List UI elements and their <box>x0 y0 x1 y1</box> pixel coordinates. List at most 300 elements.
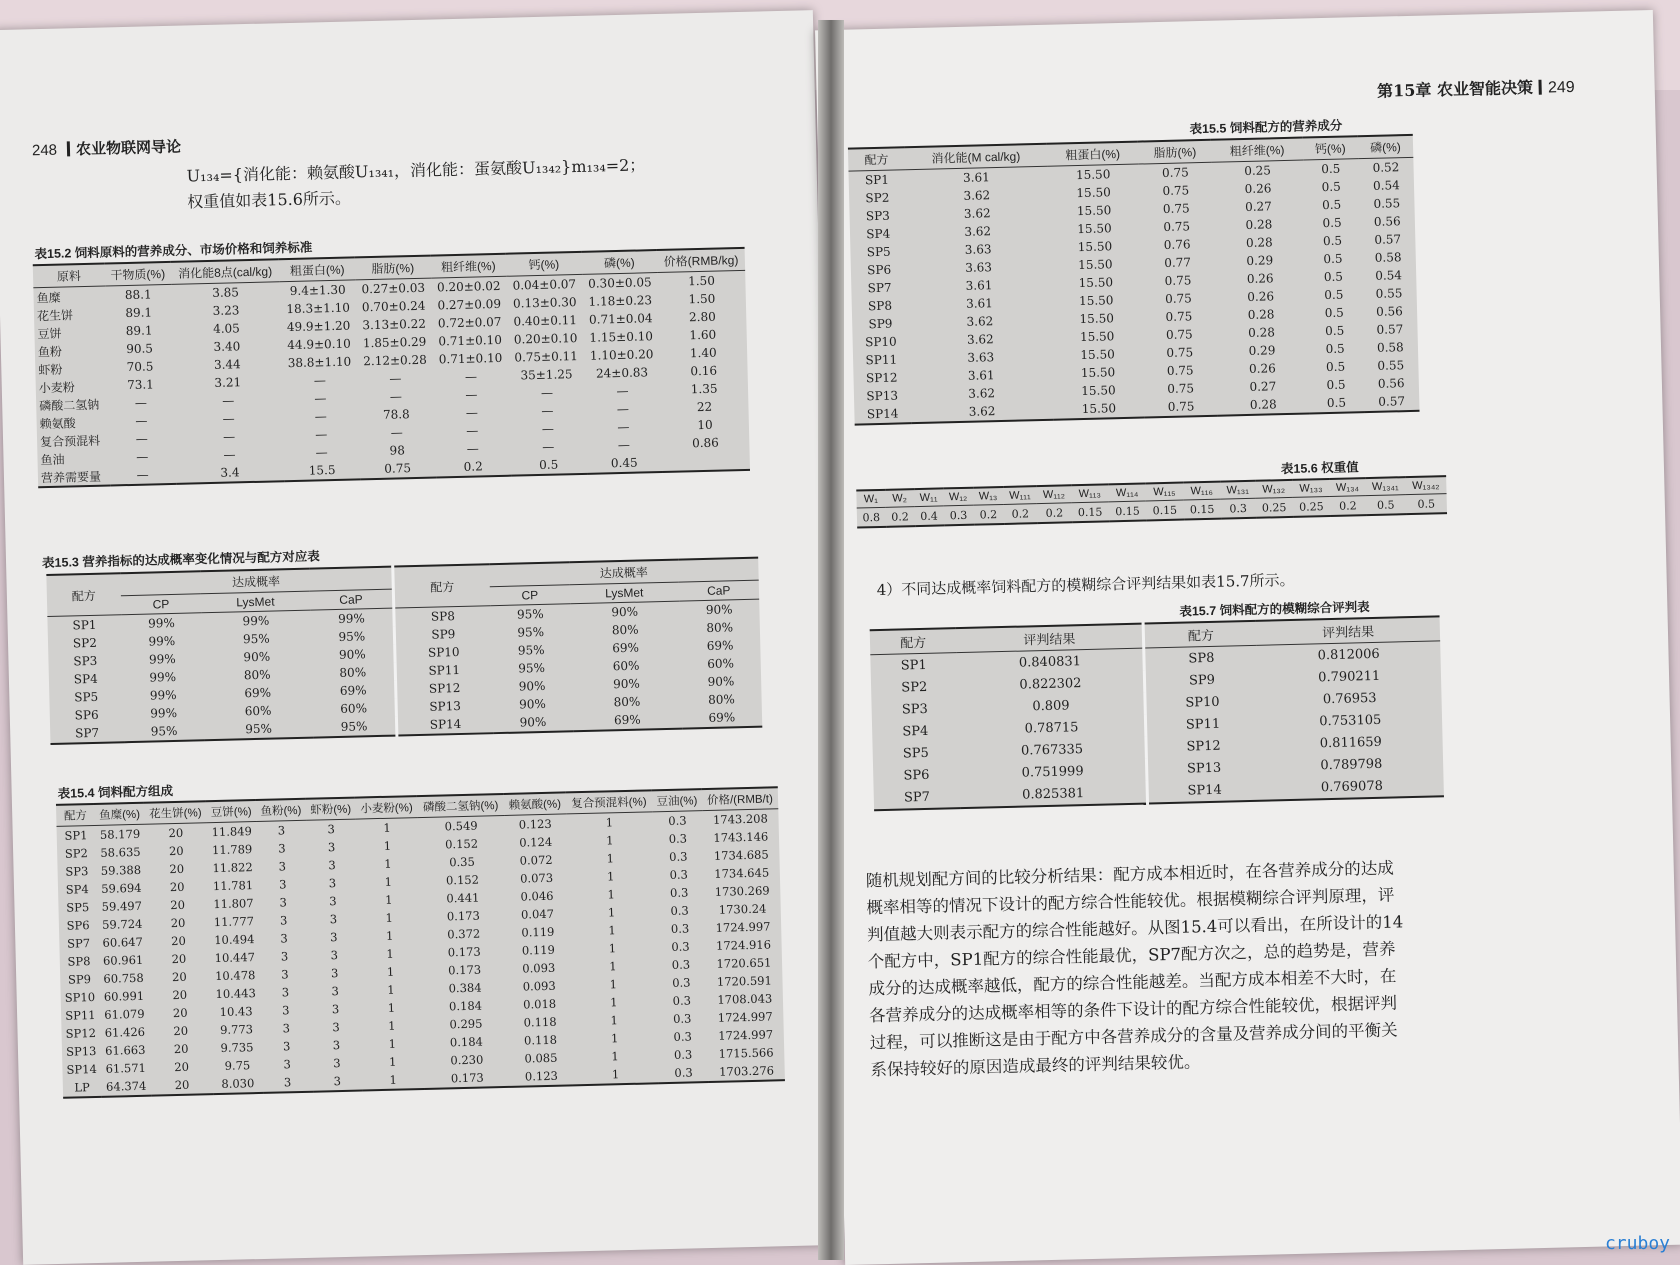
table-cell: 1.18±0.23 <box>588 293 653 309</box>
table-cell: 3.62 <box>964 224 992 239</box>
table-cell: 3.61 <box>962 170 990 185</box>
column-header: W₁₁₁ <box>1003 486 1037 504</box>
table-cell: 3 <box>329 930 338 945</box>
table-15-7-caption: 表15.7 饲料配方的模糊综合评判表 <box>1179 600 1370 619</box>
column-header: 配方 <box>1144 621 1257 648</box>
table-cell: 0.26 <box>1248 361 1276 376</box>
table-cell: 0.118 <box>523 1014 557 1030</box>
table-15-3 <box>46 557 762 745</box>
table-cell: 1734.645 <box>714 865 770 881</box>
table-cell: 0.5 <box>1321 179 1341 195</box>
table-cell: 15.50 <box>1078 275 1114 291</box>
table-cell: 3.63 <box>965 260 993 275</box>
table-cell: 0.3 <box>673 1047 693 1062</box>
table-cell: 0.75±0.11 <box>514 349 579 365</box>
table-cell: 0.5 <box>1326 377 1346 393</box>
table-cell: 0.28 <box>1245 235 1273 250</box>
table-cell: — <box>389 371 402 386</box>
table-cell: 1 <box>388 1036 397 1051</box>
table-cell: — <box>466 423 479 438</box>
table-cell: 0.35 <box>449 854 475 870</box>
table-cell: 3.85 <box>212 285 240 300</box>
column-header: 评判结果 <box>1256 616 1440 645</box>
column-header: 评判结果 <box>956 624 1144 653</box>
column-header: 消化能8点(cal/kg) <box>170 259 279 284</box>
table-cell: SP5 <box>866 244 891 260</box>
table-cell: 15.50 <box>1078 257 1113 273</box>
table-cell: 89.1 <box>125 323 153 339</box>
table-cell: 2.80 <box>688 309 716 325</box>
table-cell: 61.571 <box>105 1060 147 1076</box>
table-cell: — <box>315 427 328 442</box>
table-cell: 15.50 <box>1076 185 1111 201</box>
table-cell: 99% <box>150 705 178 721</box>
table-cell: 1 <box>383 838 392 853</box>
table-cell: 15.50 <box>1077 239 1113 255</box>
table-cell: 89.1 <box>125 305 153 321</box>
table-cell: 0.3 <box>672 1011 692 1026</box>
right-page-number: 249 <box>1547 78 1575 97</box>
column-header: 钙(%) <box>506 252 582 276</box>
table-cell: 0.29 <box>1246 253 1274 268</box>
table-cell: SP8 <box>1188 650 1215 666</box>
table-cell: 15.50 <box>1081 383 1116 399</box>
column-header: CaP <box>310 589 394 610</box>
table-cell: SP2 <box>901 679 928 696</box>
column-header: 价格/(RMB/t) <box>702 787 779 810</box>
table-cell: 60.647 <box>102 934 143 950</box>
table-cell: 90% <box>518 696 547 712</box>
table-cell: 69% <box>573 710 682 732</box>
table-cell: 69% <box>244 685 272 701</box>
table-cell: 1 <box>607 887 615 902</box>
table-cell: 3 <box>281 985 290 1000</box>
column-header: 磷(%) <box>1358 135 1414 159</box>
table-cell: — <box>541 403 554 418</box>
table-cell: 1.10±0.20 <box>589 347 654 363</box>
table-cell: 0.809 <box>958 693 1146 720</box>
table-cell: SP11 <box>65 1007 96 1023</box>
table-cell: 0.56 <box>1377 376 1405 391</box>
table-15-6-caption: 表15.6 权重值 <box>1280 460 1359 477</box>
table-cell: SP5 <box>902 745 930 761</box>
table-cell: 0.840831 <box>957 648 1145 675</box>
table-cell: 0.75 <box>1165 327 1193 342</box>
table-cell: 0.751999 <box>959 759 1147 786</box>
table-cell: 3 <box>328 876 337 891</box>
table-cell: 0.295 <box>449 1016 483 1032</box>
table-cell: 1 <box>610 1013 619 1028</box>
table-cell: 90% <box>705 602 733 617</box>
column-header: LysMet <box>570 582 679 604</box>
table-cell: SP14 <box>1147 778 1260 804</box>
column-header: W₁₁₃ <box>1071 484 1109 502</box>
table-cell: SP14 <box>397 714 493 735</box>
table-cell: 3.23 <box>212 303 240 318</box>
table-cell: 0.27 <box>1244 199 1273 214</box>
intro-line: 权重值如表15.6所示。 <box>187 188 352 212</box>
table-cell: 3 <box>327 822 336 837</box>
column-header: 价格(RMB/kg) <box>657 248 745 273</box>
table-cell: 0.5 <box>1309 393 1365 413</box>
column-header: 配方 <box>870 628 957 655</box>
table-cell: 64.374 <box>101 1077 151 1097</box>
column-header: 配方 <box>56 804 95 826</box>
table-cell: 59.497 <box>101 898 143 914</box>
table-cell: 0.57 <box>1374 232 1402 247</box>
table-cell: 0.25 <box>1293 496 1331 516</box>
table-cell: 0.4 <box>914 506 944 526</box>
table-cell: 0.441 <box>446 890 480 906</box>
table-cell: SP8 <box>867 298 893 314</box>
table-cell: 0.75 <box>1164 291 1192 306</box>
table-cell: SP4 <box>73 671 98 687</box>
table-cell: 0.5 <box>1321 161 1341 177</box>
table-cell: 80% <box>243 667 271 683</box>
table-15-7 <box>870 615 1444 811</box>
table-cell: 0.71±0.04 <box>588 311 653 327</box>
table-cell: 1 <box>386 964 395 979</box>
table-cell: 20 <box>171 933 187 949</box>
book-gutter <box>818 20 844 1260</box>
table-cell: 0.3 <box>943 505 973 525</box>
table-cell: SP10 <box>1185 694 1220 711</box>
table-cell: SP13 <box>866 388 899 404</box>
table-cell: 0.27±0.09 <box>437 296 502 313</box>
table-cell: 3 <box>331 1002 340 1017</box>
table-cell: 0.70±0.24 <box>361 298 426 315</box>
column-header: LysMet <box>201 591 310 613</box>
table-cell: 0.3 <box>671 957 691 972</box>
table-cell: SP13 <box>429 698 462 714</box>
table-cell: 1 <box>609 959 617 974</box>
table-cell: 99% <box>242 613 270 629</box>
table-cell: 1.35 <box>690 381 718 397</box>
table-cell: 0.20±0.10 <box>513 331 578 347</box>
table-cell: 3 <box>280 949 289 964</box>
table-cell: 3.62 <box>963 206 991 221</box>
table-cell: 0.5 <box>1324 287 1344 303</box>
table-cell: 0.26 <box>1247 289 1275 304</box>
column-header: 鱼糜(%) <box>94 803 144 826</box>
table-cell: SP12 <box>865 370 898 386</box>
column-header: 原料 <box>33 264 105 288</box>
table-cell: 3.63 <box>967 350 995 365</box>
table-cell: SP9 <box>1188 672 1216 688</box>
table-cell: 3 <box>280 931 288 946</box>
column-header: W₁₁₂ <box>1037 485 1072 503</box>
table-cell: 20 <box>168 843 184 859</box>
table-cell <box>662 451 750 472</box>
table-cell: 8.030 <box>213 1074 263 1094</box>
table-cell: SP12 <box>428 680 461 696</box>
table-cell: 80% <box>611 622 639 638</box>
table-cell: 1708.043 <box>717 991 773 1007</box>
table-cell: 赖氨酸 <box>39 415 76 431</box>
table-cell: 0.20±0.02 <box>436 278 501 295</box>
column-header: 配方 <box>46 573 121 616</box>
table-cell: 90% <box>611 604 639 620</box>
table-cell: 99% <box>148 633 176 649</box>
table-cell: 0.184 <box>448 998 483 1014</box>
table-cell: 0.3 <box>658 1063 708 1083</box>
table-cell: 3.62 <box>966 332 994 347</box>
table-cell: 3 <box>330 948 339 963</box>
table-cell: LP <box>63 1078 102 1098</box>
table-cell: 0.124 <box>519 834 553 850</box>
table-cell: 鱼油 <box>40 452 65 467</box>
table-cell: 1 <box>386 946 394 961</box>
table-cell: 0.54 <box>1372 178 1400 193</box>
table-cell: 0.25 <box>1255 497 1293 517</box>
table-cell: 0.2 <box>435 457 511 478</box>
table-cell: — <box>464 369 478 384</box>
table-cell: 0.15 <box>1109 501 1147 521</box>
table-cell: 0.5 <box>1325 323 1345 339</box>
table-cell: 3 <box>263 1073 313 1093</box>
table-cell: 0.75 <box>1163 219 1191 234</box>
table-cell: — <box>389 389 403 404</box>
table-cell: SP12 <box>1186 738 1221 755</box>
column-header: W₁₃₄₁ <box>1365 477 1406 495</box>
table-cell: 0.173 <box>447 944 481 960</box>
table-cell: 35±1.25 <box>520 367 573 383</box>
table-cell: 3 <box>279 913 288 928</box>
table-cell: SP3 <box>73 653 98 669</box>
intro-line: U₁₃₄={消化能：赖氨酸U₁₃₄₁，消化能：蛋氨酸U₁₃₄₂}m₁₃₄=2； <box>186 155 646 186</box>
column-header: W₁₃₂ <box>1255 480 1293 498</box>
column-header: 鱼粉(%) <box>256 799 306 822</box>
table-cell: SP3 <box>65 864 89 879</box>
table-cell: 1 <box>387 982 395 997</box>
table-cell: 1 <box>606 851 615 866</box>
table-cell: 0.25 <box>1244 163 1272 178</box>
table-cell: 20 <box>173 1041 189 1057</box>
table-cell: 18.3±1.10 <box>286 300 351 317</box>
table-cell: 0.3 <box>669 867 689 882</box>
table-cell: — <box>315 445 328 460</box>
table-cell: 99% <box>149 669 177 685</box>
table-cell: 3.21 <box>214 375 242 390</box>
table-cell: 0.5 <box>511 455 587 476</box>
table-cell: 9.735 <box>220 1040 254 1055</box>
table-cell: 0.5 <box>1323 251 1343 267</box>
table-cell: 0.40±0.11 <box>513 313 578 329</box>
intro-text <box>186 152 646 215</box>
table-cell: — <box>135 431 148 446</box>
table-cell: 69% <box>612 640 640 656</box>
table-cell: 0.372 <box>447 926 481 942</box>
column-header: 豆油(%) <box>652 789 702 812</box>
table-cell: 3.62 <box>968 386 996 401</box>
table-cell: 0.13±0.30 <box>512 295 577 311</box>
table-cell: 3 <box>278 841 286 856</box>
table-cell: 0.15 <box>1146 500 1184 520</box>
table-cell: — <box>465 387 478 402</box>
table-cell: SP10 <box>64 990 96 1005</box>
table-cell: 0.58 <box>1376 340 1404 355</box>
table-cell: 61.426 <box>104 1024 146 1040</box>
table-cell: 3 <box>282 1039 291 1054</box>
table-cell: 1 <box>572 1064 659 1085</box>
table-cell: 0.2 <box>1330 496 1366 516</box>
table-cell: 0.75 <box>1161 165 1189 180</box>
table-cell: 小麦粉 <box>38 379 75 395</box>
table-cell: — <box>540 385 554 400</box>
table-cell: SP4 <box>902 723 929 739</box>
table-cell: 15.50 <box>1053 398 1145 419</box>
table-cell: 11.822 <box>212 860 253 876</box>
column-header: W₁₁₅ <box>1146 483 1184 501</box>
table-cell: 0.72±0.07 <box>437 314 502 331</box>
table-cell: 0.28 <box>1217 394 1309 415</box>
table-cell: 4.05 <box>212 321 240 336</box>
table-cell: 0.093 <box>522 978 556 994</box>
table-cell: 1703.276 <box>708 1061 785 1082</box>
table-cell: SP7 <box>867 280 892 296</box>
table-cell: SP9 <box>431 627 456 642</box>
table-cell: 0.811659 <box>1319 734 1383 751</box>
table-cell: 1 <box>611 1049 619 1064</box>
table-cell: SP10 <box>864 334 897 350</box>
table-cell: 0.3 <box>668 813 687 828</box>
table-cell: 1720.591 <box>716 973 772 989</box>
table-cell: 0.2 <box>973 504 1004 524</box>
table-cell: 11.807 <box>213 896 254 912</box>
column-header: 脂肪(%) <box>355 256 431 280</box>
table-cell: 1 <box>384 874 393 889</box>
table-cell: 0.5 <box>1323 269 1344 285</box>
table-cell: 95% <box>313 717 397 738</box>
column-header: CP <box>489 585 570 606</box>
table-cell: 0.2 <box>1037 503 1072 523</box>
table-cell: 3.61 <box>965 278 993 293</box>
table-cell: 0.5 <box>1325 359 1346 375</box>
table-cell: — <box>617 437 631 453</box>
table-cell: 0.27±0.03 <box>361 280 426 297</box>
table-cell: SP13 <box>65 1043 97 1059</box>
table-cell: 0.047 <box>520 906 555 922</box>
table-cell: SP12 <box>65 1025 97 1041</box>
table-cell: 1 <box>609 995 618 1010</box>
table-cell: 9.773 <box>219 1022 254 1037</box>
table-cell: 10.494 <box>214 932 255 948</box>
table-cell: — <box>314 409 327 424</box>
column-header: W₁₁ <box>914 488 944 506</box>
table-cell: 3 <box>278 859 287 874</box>
column-header: W₁₃ <box>973 487 1003 505</box>
table-cell: 0.71±0.10 <box>438 350 503 367</box>
table-cell: SP6 <box>74 707 99 723</box>
table-cell: — <box>222 411 235 426</box>
table-cell: 90% <box>707 674 735 689</box>
table-cell: SP8 <box>67 954 91 969</box>
table-cell: 3.61 <box>967 368 995 383</box>
table-cell: 88.1 <box>124 287 152 303</box>
table-cell: SP10 <box>427 644 460 660</box>
table-cell: 10.478 <box>214 968 256 984</box>
table-cell: 80% <box>613 694 641 710</box>
table-cell: 0.3 <box>668 831 688 846</box>
table-cell: 0.822302 <box>957 671 1145 698</box>
table-cell: SP1 <box>72 617 97 633</box>
table-cell: 44.9±0.10 <box>287 336 351 353</box>
table-cell: 10.443 <box>215 986 256 1002</box>
table-cell: 0.5 <box>1321 197 1342 213</box>
table-cell: 3 <box>282 1021 291 1036</box>
table-cell: 49.9±1.20 <box>286 318 351 335</box>
table-cell: 20 <box>151 1075 213 1096</box>
table-cell: 80% <box>706 620 734 635</box>
table-cell: 0.75 <box>1162 201 1190 216</box>
table-cell: 3 <box>282 1003 290 1018</box>
table-cell: 15.50 <box>1077 221 1112 237</box>
table-cell: 1.60 <box>689 327 717 343</box>
table-cell: 0.184 <box>449 1034 484 1050</box>
table-cell: 0.5 <box>1406 494 1447 514</box>
book-title: 农业物联网导论 <box>75 137 182 159</box>
table-cell: 38.8±1.10 <box>287 354 352 371</box>
table-cell: 61.079 <box>104 1006 145 1022</box>
column-header: 磷酸二氢钠(%) <box>417 794 504 818</box>
table-cell: 59.388 <box>100 862 142 878</box>
table-cell: 98 <box>389 443 406 458</box>
table-15-3-caption: 表15.3 营养指标的达成概率变化情况与配方对应表 <box>41 549 320 571</box>
table-cell: 59.694 <box>101 880 142 896</box>
table-cell: 1 <box>385 910 394 925</box>
table-cell: 60% <box>312 699 396 719</box>
table-cell: 3.61 <box>965 296 994 311</box>
table-cell: 70.5 <box>126 359 154 375</box>
table-cell: 22 <box>696 399 713 415</box>
table-cell: 3 <box>279 895 288 910</box>
table-cell: 0.76 <box>1163 237 1191 252</box>
table-cell: 1 <box>607 905 616 920</box>
table-cell: 1724.997 <box>717 1009 773 1025</box>
table-cell: 9.4±1.30 <box>289 282 346 299</box>
table-cell: 3.62 <box>966 314 994 329</box>
table-cell: 3 <box>331 984 339 999</box>
table-cell: 95% <box>124 721 205 742</box>
table-cell: 0.073 <box>519 870 554 886</box>
table-cell: 0.384 <box>448 980 482 996</box>
watermark: cruboy <box>1604 1233 1670 1254</box>
table-cell: 0.75 <box>1164 273 1192 288</box>
table-cell: 磷酸二氢钠 <box>39 397 100 413</box>
table-cell: — <box>313 373 327 388</box>
table-cell: 1743.146 <box>713 829 769 845</box>
table-cell: SP1 <box>64 828 88 843</box>
table-cell: 15.50 <box>1080 365 1116 381</box>
table-15-2-caption: 表15.2 饲料原料的营养成分、市场价格和饲养标准 <box>34 240 313 262</box>
table-cell: 20 <box>174 1059 190 1075</box>
table-cell: — <box>223 447 236 462</box>
table-15-2 <box>33 247 750 488</box>
table-cell: 1724.997 <box>715 919 771 935</box>
table-cell: 0.5 <box>1365 495 1406 515</box>
table-cell: 90.5 <box>126 341 154 357</box>
table-cell: 1 <box>606 869 615 884</box>
table-cell: 0.15 <box>1071 502 1109 522</box>
table-cell: 95% <box>517 642 545 658</box>
table-cell: — <box>390 425 403 440</box>
table-cell: SP11 <box>865 352 898 368</box>
table-cell: — <box>134 395 148 410</box>
table-cell: SP8 <box>430 609 456 624</box>
table-cell: — <box>222 393 235 408</box>
table-cell: 0.3 <box>671 939 690 954</box>
table-cell: 0.3 <box>1221 498 1256 518</box>
